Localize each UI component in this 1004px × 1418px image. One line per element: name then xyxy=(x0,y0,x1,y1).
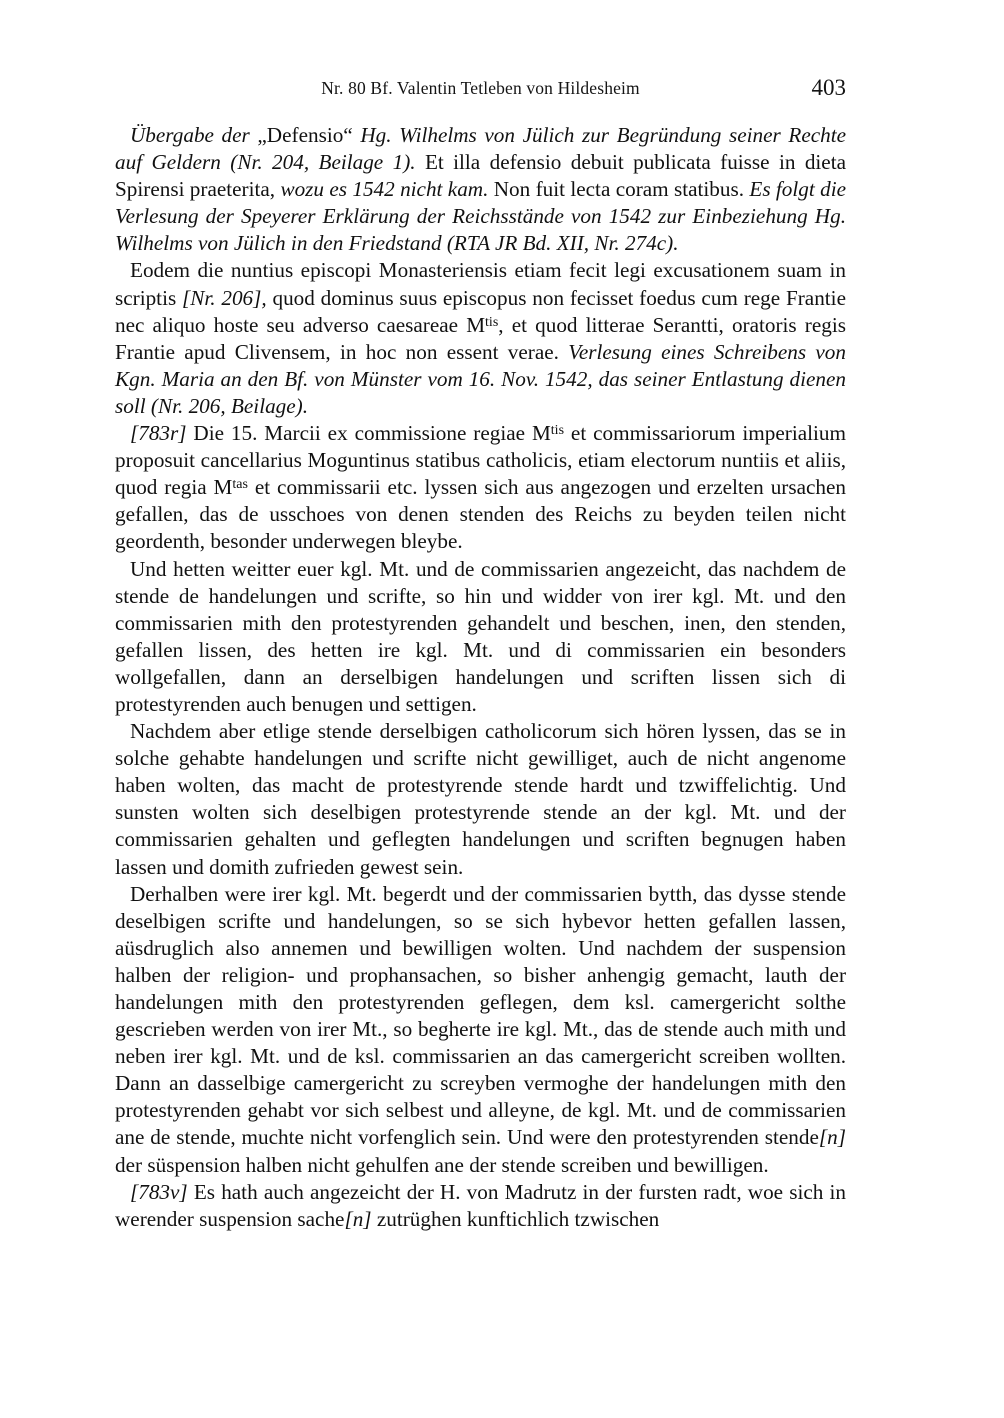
paragraph-p1 xyxy=(115,122,846,257)
roman-run: Non fuit lecta coram statibus. xyxy=(493,177,750,202)
italic-run: Es folgt die Verlesung der Speyerer Erklärung der Reichsstände von 1542 zur Einbeziehung Hg. Wilhelms von Jülich in den Friedstand (RTA JR Bd. XII, Nr. 274c). xyxy=(115,177,846,256)
roman-run: der süspension halben nicht gehulfen ane der stende screiben und bewilligen. xyxy=(115,1152,769,1177)
roman-run: quod dominus suus episcopus non fecisset foedus cum rege Frantie nec aliquo hoste seu adverso caesareae M xyxy=(115,285,846,337)
roman-run: Nachdem aber etlige stende derselbigen catholicorum sich hören lyssen, das se in solche gehabte handelungen und scrifte nicht gewilliget, auch de nicht angenome haben wolten, das macht de protestyrende stende hardt und tzwiffelichtig. Und sunsten wolten sich deselbigen protestyrende stende an der kgl. Mt. und der commissarien gehalten und geflegten handelungen und scriften begnugen haben lassen und domith zufrieden gewest sein. xyxy=(115,719,846,879)
paragraph-p2 xyxy=(115,257,846,420)
roman-run: Und hetten weitter euer kgl. Mt. und de commissarien angezeicht, das nachdem de stende de handelungen und scrifte, so hin und widder von irer kgl. Mt. und den commissarien mith den protestyrenden gehandelt und beschen, inen, den stenden, gefallen lissen, des hetten ire kgl. Mt. und di commissarien ein besonders wollgefallen, dann an derselbigen handelungen und scriften lissen sich di protestyrenden auch benugen und settigen. xyxy=(115,556,846,716)
page-number: 403 xyxy=(811,75,846,100)
italic-run: Übergabe der xyxy=(130,123,258,147)
italic-run: [n] xyxy=(818,1125,846,1150)
italic-run: [n] xyxy=(344,1206,372,1231)
roman-run: zutrüghen kunftichlich tzwischen xyxy=(371,1206,660,1231)
roman-run: et commissarii etc. lyssen sich aus angezogen und erzelten ursachen gefallen, das de usschoes von denen stenden des Reichs zu beyden teilen nicht geordenth, besonder underwegen bleybe. xyxy=(115,475,846,554)
roman-run: Derhalben were irer kgl. Mt. begerdt und der commissarien bytth, das dysse stende deselbigen scrifte und handelungen, so se sich hybevor hetten gefallen lassen, aüsdruglich also annemen und bewilligen wolten. Und nachdem der suspension halben der religion- und prophansachen, so bisher anhengig gemacht, lauth der handelungen mith den protestyrenden geflegen, dem ksl. camergericht solthe gescrieben werden von irer Mt., so begherte ire kgl. Mt., das de stende auch mith und neben irer kgl. Mt. und de ksl. commissarien an das camergericht screiben wollten. Dann an dasselbige camergericht zu screyben vermoghe der handelungen mith den protestyrenden gehabt vor sich selbest und alleyne, de kgl. Mt. und de commissarien ane de stende, muchte nicht vorfenglich sein. Und were den protestyrenden stende xyxy=(115,881,846,1150)
roman-run: Eodem die nuntius episcopi Monasteriensis etiam fecit legi excusationem suam in scriptis xyxy=(115,258,846,310)
paragraph-p3 xyxy=(115,420,846,555)
italic-run: wozu es 1542 nicht kam. xyxy=(280,177,494,202)
running-header xyxy=(115,75,846,102)
roman-run: , et quod litterae Serantti, oratoris regis Frantie apud Clivensem, in hoc non essent verae. xyxy=(115,312,846,364)
italic-run: [783v] xyxy=(130,1179,194,1204)
roman-run: „Defensio“ xyxy=(257,123,361,147)
roman-run: et commissariorum imperialium proposuit cancellarius Moguntinus statibus catholicis, etiam electorum nuntiis et aliis, quod regia M xyxy=(115,421,846,500)
superscript-abbreviation: tas xyxy=(232,477,248,493)
paragraph-p6 xyxy=(115,881,846,1179)
italic-run: [Nr. 206], xyxy=(182,285,273,310)
paragraph-p7 xyxy=(115,1179,846,1233)
paragraph-p5 xyxy=(115,718,846,881)
paragraph-p4 xyxy=(115,556,846,719)
italic-run: Verlesung eines Schreibens von Kgn. Maria an den Bf. von Münster vom 16. Nov. 1542, das seiner Entlastung dienen soll (Nr. 206, Beilage). xyxy=(115,339,846,418)
roman-run: Et illa defensio debuit publicata fuisse in dieta Spirensi praeterita, xyxy=(115,150,846,202)
italic-run: Hg. Wilhelms von Jülich zur Begründung seiner Rechte auf Geldern (Nr. 204, Beilage 1). xyxy=(115,123,847,175)
italic-run: [783r] xyxy=(130,421,194,446)
superscript-abbreviation: tis xyxy=(485,314,499,330)
roman-run: Es hath auch angezeicht der H. von Madrutz in der fursten radt, woe sich in werender suspension sache xyxy=(115,1179,846,1231)
roman-run: Die 15. Marcii ex commissione regiae M xyxy=(193,421,551,446)
running-header-title: Nr. 80 Bf. Valentin Tetleben von Hildesheim xyxy=(321,78,640,98)
superscript-abbreviation: tis xyxy=(550,423,565,439)
body-text-block xyxy=(115,122,846,1233)
